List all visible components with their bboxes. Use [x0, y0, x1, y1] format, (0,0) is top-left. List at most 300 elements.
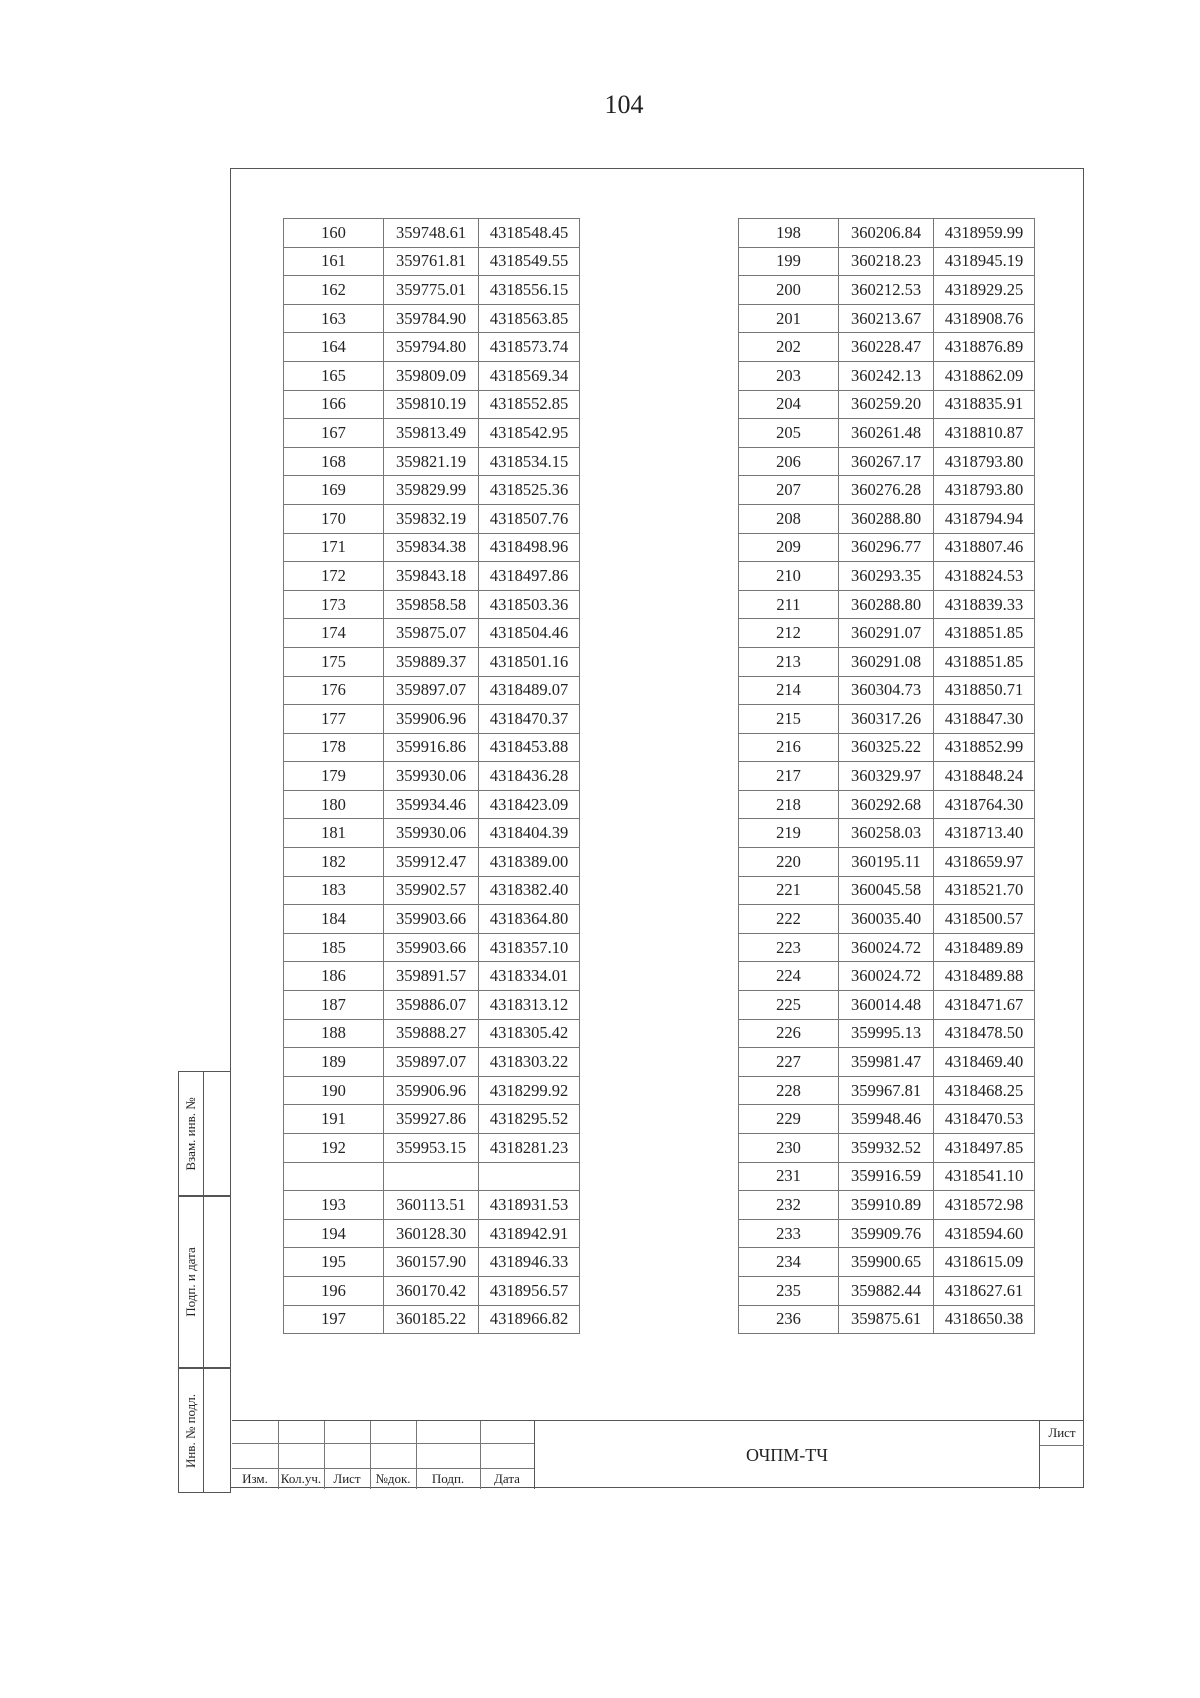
table-row	[284, 1248, 580, 1277]
x-coordinate: 360242.13	[839, 361, 934, 390]
point-number: 206	[739, 447, 839, 476]
point-number: 234	[739, 1248, 839, 1277]
table-row	[284, 619, 580, 648]
y-coordinate: 4318556.15	[479, 276, 580, 305]
stamp-header-kol-uch: Кол.уч.	[280, 1471, 322, 1486]
y-coordinate: 4318534.15	[479, 447, 580, 476]
point-number: 163	[284, 304, 384, 333]
table-row	[739, 304, 1035, 333]
y-coordinate: 4318615.09	[934, 1248, 1035, 1277]
x-coordinate: 359891.57	[384, 962, 479, 991]
y-coordinate: 4318839.33	[934, 590, 1035, 619]
y-coordinate: 4318848.24	[934, 762, 1035, 791]
y-coordinate: 4318525.36	[479, 476, 580, 505]
y-coordinate: 4318389.00	[479, 848, 580, 877]
table-row	[284, 419, 580, 448]
table-row	[739, 876, 1035, 905]
table-row	[739, 219, 1035, 248]
table-row	[284, 991, 580, 1020]
x-coordinate: 360195.11	[839, 848, 934, 877]
x-coordinate: 359932.52	[839, 1134, 934, 1163]
point-number: 214	[739, 676, 839, 705]
point-number: 211	[739, 590, 839, 619]
point-number: 187	[284, 991, 384, 1020]
y-coordinate: 4318470.53	[934, 1105, 1035, 1134]
y-coordinate: 4318295.52	[479, 1105, 580, 1134]
x-coordinate: 360325.22	[839, 733, 934, 762]
x-coordinate: 360128.30	[384, 1219, 479, 1248]
table-row	[284, 1076, 580, 1105]
point-number: 205	[739, 419, 839, 448]
table-row	[284, 1219, 580, 1248]
stamp-header-ndok: №док.	[375, 1471, 411, 1486]
x-coordinate: 359995.13	[839, 1019, 934, 1048]
table-row	[739, 962, 1035, 991]
point-number: 207	[739, 476, 839, 505]
x-coordinate: 360329.97	[839, 762, 934, 791]
table-row	[739, 676, 1035, 705]
y-coordinate: 4318931.53	[479, 1191, 580, 1220]
x-coordinate: 359897.07	[384, 676, 479, 705]
table-row	[284, 876, 580, 905]
table-row	[284, 933, 580, 962]
point-number: 174	[284, 619, 384, 648]
x-coordinate: 359903.66	[384, 933, 479, 962]
table-row	[284, 333, 580, 362]
x-coordinate: 360291.08	[839, 647, 934, 676]
x-coordinate: 359948.46	[839, 1105, 934, 1134]
table-row	[739, 361, 1035, 390]
x-coordinate: 360170.42	[384, 1276, 479, 1305]
table-row	[739, 590, 1035, 619]
y-coordinate: 4318851.85	[934, 647, 1035, 676]
table-row	[739, 733, 1035, 762]
y-coordinate	[479, 1162, 580, 1191]
table-row	[739, 1019, 1035, 1048]
x-coordinate: 359775.01	[384, 276, 479, 305]
x-coordinate: 359882.44	[839, 1276, 934, 1305]
point-number: 178	[284, 733, 384, 762]
title-block	[232, 1420, 1084, 1489]
table-row	[739, 447, 1035, 476]
x-coordinate: 359912.47	[384, 848, 479, 877]
point-number: 185	[284, 933, 384, 962]
x-coordinate: 360259.20	[839, 390, 934, 419]
y-coordinate: 4318541.10	[934, 1162, 1035, 1191]
document-code: ОЧПМ-ТЧ	[746, 1445, 828, 1465]
x-coordinate: 360228.47	[839, 333, 934, 362]
point-number: 209	[739, 533, 839, 562]
y-coordinate: 4318835.91	[934, 390, 1035, 419]
y-coordinate: 4318862.09	[934, 361, 1035, 390]
table-row	[284, 390, 580, 419]
y-coordinate: 4318500.57	[934, 905, 1035, 934]
x-coordinate: 359897.07	[384, 1048, 479, 1077]
point-number: 230	[739, 1134, 839, 1163]
point-number: 160	[284, 219, 384, 248]
table-row	[739, 1219, 1035, 1248]
x-coordinate: 360045.58	[839, 876, 934, 905]
x-coordinate: 360288.80	[839, 504, 934, 533]
table-row	[284, 848, 580, 877]
table-row	[284, 276, 580, 305]
y-coordinate: 4318478.50	[934, 1019, 1035, 1048]
point-number: 227	[739, 1048, 839, 1077]
x-coordinate: 359748.61	[384, 219, 479, 248]
stamp-header-izm: Изм.	[242, 1471, 268, 1486]
table-row	[739, 1191, 1035, 1220]
y-coordinate: 4318504.46	[479, 619, 580, 648]
x-coordinate: 359916.59	[839, 1162, 934, 1191]
point-number: 169	[284, 476, 384, 505]
y-coordinate: 4318549.55	[479, 247, 580, 276]
y-coordinate: 4318572.98	[934, 1191, 1035, 1220]
table-row	[284, 247, 580, 276]
table-row	[284, 762, 580, 791]
table-row	[739, 476, 1035, 505]
point-number: 176	[284, 676, 384, 705]
y-coordinate: 4318713.40	[934, 819, 1035, 848]
point-number: 202	[739, 333, 839, 362]
y-coordinate: 4318498.96	[479, 533, 580, 562]
x-coordinate: 360218.23	[839, 247, 934, 276]
point-number: 236	[739, 1305, 839, 1334]
point-number: 186	[284, 962, 384, 991]
y-coordinate: 4318436.28	[479, 762, 580, 791]
x-coordinate: 359910.89	[839, 1191, 934, 1220]
point-number: 168	[284, 447, 384, 476]
x-coordinate: 359821.19	[384, 447, 479, 476]
y-coordinate: 4318489.89	[934, 933, 1035, 962]
x-coordinate: 360024.72	[839, 933, 934, 962]
point-number: 172	[284, 562, 384, 591]
point-number: 196	[284, 1276, 384, 1305]
y-coordinate: 4318548.45	[479, 219, 580, 248]
y-coordinate: 4318497.85	[934, 1134, 1035, 1163]
x-coordinate: 360113.51	[384, 1191, 479, 1220]
table-row	[739, 390, 1035, 419]
title-block-grid	[232, 1421, 535, 1489]
y-coordinate: 4318852.99	[934, 733, 1035, 762]
y-coordinate: 4318594.60	[934, 1219, 1035, 1248]
table-row	[284, 533, 580, 562]
y-coordinate: 4318501.16	[479, 647, 580, 676]
y-coordinate: 4318956.57	[479, 1276, 580, 1305]
y-coordinate: 4318423.09	[479, 790, 580, 819]
table-row	[284, 1305, 580, 1334]
x-coordinate: 359906.96	[384, 1076, 479, 1105]
point-number: 225	[739, 991, 839, 1020]
point-number: 210	[739, 562, 839, 591]
x-coordinate: 359875.07	[384, 619, 479, 648]
table-row	[284, 819, 580, 848]
point-number: 235	[739, 1276, 839, 1305]
table-row	[284, 361, 580, 390]
y-coordinate: 4318794.94	[934, 504, 1035, 533]
point-number: 190	[284, 1076, 384, 1105]
side-label-inv-podl: Инв. № подл.	[183, 1393, 198, 1468]
x-coordinate: 359930.06	[384, 762, 479, 791]
x-coordinate: 359981.47	[839, 1048, 934, 1077]
stamp-header-podp: Подп.	[431, 1471, 465, 1486]
point-number: 199	[739, 247, 839, 276]
table-row	[284, 733, 580, 762]
y-coordinate: 4318824.53	[934, 562, 1035, 591]
table-row	[739, 1105, 1035, 1134]
table-row	[284, 504, 580, 533]
table-row	[739, 647, 1035, 676]
point-number: 213	[739, 647, 839, 676]
table-row	[739, 933, 1035, 962]
point-number: 189	[284, 1048, 384, 1077]
x-coordinate: 359888.27	[384, 1019, 479, 1048]
table-row	[284, 1134, 580, 1163]
table-row	[284, 1019, 580, 1048]
point-number: 188	[284, 1019, 384, 1048]
x-coordinate: 359930.06	[384, 819, 479, 848]
x-coordinate: 360293.35	[839, 562, 934, 591]
point-number: 161	[284, 247, 384, 276]
x-coordinate: 360212.53	[839, 276, 934, 305]
point-number: 181	[284, 819, 384, 848]
point-number: 193	[284, 1191, 384, 1220]
y-coordinate: 4318468.25	[934, 1076, 1035, 1105]
table-row	[739, 1048, 1035, 1077]
point-number: 208	[739, 504, 839, 533]
point-number: 167	[284, 419, 384, 448]
x-coordinate: 360296.77	[839, 533, 934, 562]
point-number: 220	[739, 848, 839, 877]
stamp-header-list: Лист	[333, 1471, 361, 1486]
table-row	[739, 1276, 1035, 1305]
x-coordinate: 359889.37	[384, 647, 479, 676]
table-row	[739, 247, 1035, 276]
x-coordinate: 359927.86	[384, 1105, 479, 1134]
table-row	[284, 476, 580, 505]
x-coordinate: 360213.67	[839, 304, 934, 333]
x-coordinate: 360292.68	[839, 790, 934, 819]
table-row	[284, 1162, 580, 1191]
x-coordinate: 359794.80	[384, 333, 479, 362]
point-number: 232	[739, 1191, 839, 1220]
table-row	[739, 705, 1035, 734]
table-row	[739, 848, 1035, 877]
y-coordinate: 4318945.19	[934, 247, 1035, 276]
side-stamp-vzam	[178, 1071, 231, 1196]
x-coordinate: 359784.90	[384, 304, 479, 333]
point-number: 229	[739, 1105, 839, 1134]
y-coordinate: 4318382.40	[479, 876, 580, 905]
point-number: 223	[739, 933, 839, 962]
x-coordinate: 359886.07	[384, 991, 479, 1020]
y-coordinate: 4318364.80	[479, 905, 580, 934]
x-coordinate: 359810.19	[384, 390, 479, 419]
y-coordinate: 4318650.38	[934, 1305, 1035, 1334]
y-coordinate: 4318521.70	[934, 876, 1035, 905]
y-coordinate: 4318966.82	[479, 1305, 580, 1334]
y-coordinate: 4318303.22	[479, 1048, 580, 1077]
coordinates-table-left	[283, 218, 580, 1334]
x-coordinate: 359813.49	[384, 419, 479, 448]
point-number: 170	[284, 504, 384, 533]
point-number: 175	[284, 647, 384, 676]
x-coordinate: 359906.96	[384, 705, 479, 734]
y-coordinate: 4318507.76	[479, 504, 580, 533]
point-number: 217	[739, 762, 839, 791]
point-number: 216	[739, 733, 839, 762]
table-row	[284, 1048, 580, 1077]
table-row	[739, 1076, 1035, 1105]
point-number: 180	[284, 790, 384, 819]
table-row	[284, 705, 580, 734]
point-number: 222	[739, 905, 839, 934]
side-label-vzam: Взам. инв. №	[183, 1096, 198, 1171]
x-coordinate: 359967.81	[839, 1076, 934, 1105]
x-coordinate: 359858.58	[384, 590, 479, 619]
table-row	[739, 905, 1035, 934]
x-coordinate: 359903.66	[384, 905, 479, 934]
table-row	[284, 962, 580, 991]
table-row	[739, 533, 1035, 562]
table-row	[739, 619, 1035, 648]
x-coordinate: 359875.61	[839, 1305, 934, 1334]
x-coordinate: 359761.81	[384, 247, 479, 276]
x-coordinate: 359809.09	[384, 361, 479, 390]
x-coordinate	[384, 1162, 479, 1191]
y-coordinate: 4318305.42	[479, 1019, 580, 1048]
y-coordinate: 4318793.80	[934, 476, 1035, 505]
y-coordinate: 4318876.89	[934, 333, 1035, 362]
table-row	[739, 1305, 1035, 1334]
table-row	[284, 790, 580, 819]
y-coordinate: 4318793.80	[934, 447, 1035, 476]
point-number: 233	[739, 1219, 839, 1248]
point-number: 203	[739, 361, 839, 390]
y-coordinate: 4318764.30	[934, 790, 1035, 819]
y-coordinate: 4318357.10	[479, 933, 580, 962]
y-coordinate: 4318503.36	[479, 590, 580, 619]
side-stamp-podp-data	[178, 1196, 231, 1368]
x-coordinate: 360317.26	[839, 705, 934, 734]
y-coordinate: 4318281.23	[479, 1134, 580, 1163]
table-row	[284, 1276, 580, 1305]
y-coordinate: 4318453.88	[479, 733, 580, 762]
y-coordinate: 4318946.33	[479, 1248, 580, 1277]
point-number: 192	[284, 1134, 384, 1163]
y-coordinate: 4318569.34	[479, 361, 580, 390]
x-coordinate: 359900.65	[839, 1248, 934, 1277]
point-number: 200	[739, 276, 839, 305]
table-row	[739, 276, 1035, 305]
table-row	[739, 419, 1035, 448]
point-number: 179	[284, 762, 384, 791]
point-number: 218	[739, 790, 839, 819]
x-coordinate: 360304.73	[839, 676, 934, 705]
side-stamp-inv-podl	[178, 1368, 231, 1493]
y-coordinate: 4318959.99	[934, 219, 1035, 248]
point-number: 221	[739, 876, 839, 905]
y-coordinate: 4318850.71	[934, 676, 1035, 705]
y-coordinate: 4318659.97	[934, 848, 1035, 877]
x-coordinate: 360014.48	[839, 991, 934, 1020]
point-number	[284, 1162, 384, 1191]
sheet-cell	[1039, 1421, 1084, 1489]
point-number: 228	[739, 1076, 839, 1105]
x-coordinate: 360258.03	[839, 819, 934, 848]
y-coordinate: 4318542.95	[479, 419, 580, 448]
table-row	[739, 562, 1035, 591]
point-number: 194	[284, 1219, 384, 1248]
x-coordinate: 359843.18	[384, 562, 479, 591]
x-coordinate: 359834.38	[384, 533, 479, 562]
table-row	[739, 991, 1035, 1020]
point-number: 204	[739, 390, 839, 419]
table-row	[284, 447, 580, 476]
y-coordinate: 4318299.92	[479, 1076, 580, 1105]
point-number: 183	[284, 876, 384, 905]
x-coordinate: 360185.22	[384, 1305, 479, 1334]
y-coordinate: 4318404.39	[479, 819, 580, 848]
table-row	[284, 905, 580, 934]
table-row	[284, 1105, 580, 1134]
point-number: 184	[284, 905, 384, 934]
x-coordinate: 360024.72	[839, 962, 934, 991]
table-row	[284, 647, 580, 676]
point-number: 212	[739, 619, 839, 648]
point-number: 164	[284, 333, 384, 362]
x-coordinate: 359832.19	[384, 504, 479, 533]
sheet-label: Лист	[1040, 1421, 1084, 1446]
point-number: 177	[284, 705, 384, 734]
y-coordinate: 4318807.46	[934, 533, 1035, 562]
point-number: 173	[284, 590, 384, 619]
y-coordinate: 4318908.76	[934, 304, 1035, 333]
table-row	[284, 676, 580, 705]
point-number: 219	[739, 819, 839, 848]
x-coordinate: 360157.90	[384, 1248, 479, 1277]
point-number: 191	[284, 1105, 384, 1134]
x-coordinate: 360267.17	[839, 447, 934, 476]
x-coordinate: 359909.76	[839, 1219, 934, 1248]
point-number: 197	[284, 1305, 384, 1334]
table-row	[739, 1162, 1035, 1191]
table-row	[739, 762, 1035, 791]
y-coordinate: 4318489.88	[934, 962, 1035, 991]
y-coordinate: 4318847.30	[934, 705, 1035, 734]
x-coordinate: 360035.40	[839, 905, 934, 934]
y-coordinate: 4318470.37	[479, 705, 580, 734]
y-coordinate: 4318851.85	[934, 619, 1035, 648]
y-coordinate: 4318942.91	[479, 1219, 580, 1248]
table-row	[739, 790, 1035, 819]
table-row	[739, 333, 1035, 362]
point-number: 231	[739, 1162, 839, 1191]
table-row	[284, 304, 580, 333]
point-number: 195	[284, 1248, 384, 1277]
side-label-podp-data: Подп. и дата	[183, 1247, 198, 1317]
x-coordinate: 360276.28	[839, 476, 934, 505]
y-coordinate: 4318469.40	[934, 1048, 1035, 1077]
point-number: 198	[739, 219, 839, 248]
y-coordinate: 4318471.67	[934, 991, 1035, 1020]
y-coordinate: 4318627.61	[934, 1276, 1035, 1305]
x-coordinate: 359916.86	[384, 733, 479, 762]
x-coordinate: 359902.57	[384, 876, 479, 905]
x-coordinate: 360288.80	[839, 590, 934, 619]
table-row	[739, 1134, 1035, 1163]
y-coordinate: 4318573.74	[479, 333, 580, 362]
x-coordinate: 360291.07	[839, 619, 934, 648]
